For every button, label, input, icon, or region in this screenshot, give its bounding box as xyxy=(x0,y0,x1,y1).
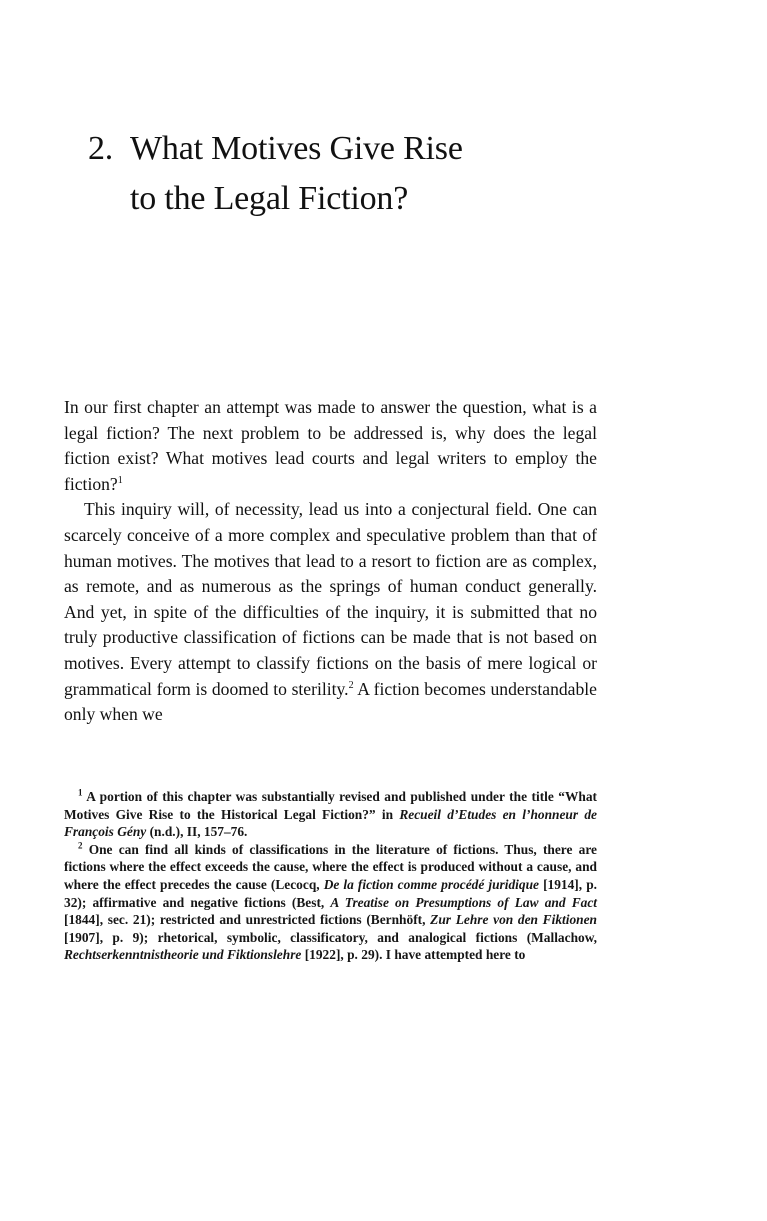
paragraph-2-text-a: This inquiry will, of necessity, lead us into a conjectural field. One can scarcely conceive of a more complex and speculative problem than that of human motives. The motives that lead to a resort to fiction are as complex, as remote, and as numerous as the springs of human conduct generally. And yet, in spite of the difficulties of the inquiry, it is submitted that no truly productive classification of fictions can be made that is not based on motives. Every attempt to classify fictions on the basis of mere logical or grammatical form is doomed to sterility. xyxy=(64,499,597,699)
paragraph-1-text: In our first chapter an attempt was made to answer the question, what is a legal fiction? The next problem to be addressed is, why does the legal fiction exist? What motives lead courts and legal writers to employ the fiction? xyxy=(64,397,597,494)
chapter-title-line2: to the Legal Fiction? xyxy=(130,180,409,217)
footnote-2-text-d: [1907], p. 9); rhetorical, symbolic, classificatory, and analogical fictions (Mallachow, xyxy=(64,929,597,945)
chapter-title xyxy=(88,124,648,224)
footnote-2-text-a: One can find all kinds of classifications in the literature of fictions. Thus, there are fictions where the effect exceeds the cause, where the effect is produced without a cause, and where the effect precedes the cause (Lecocq, xyxy=(64,841,597,892)
footnote-2-title-d: Rechtserkenntnistheorie und Fiktionslehre xyxy=(64,947,302,963)
footnote-2-text-e: [1922], p. 29). I have attempted here to xyxy=(301,947,526,963)
footnote-1-mark: 1 xyxy=(78,787,83,798)
footnote-1 xyxy=(64,788,597,841)
footnote-1-text-b: (n.d.), II, 157–76. xyxy=(146,824,248,840)
paragraph-1 xyxy=(64,395,597,497)
chapter-title-line1: What Motives Give Rise xyxy=(130,130,463,167)
paragraph-2-text-b: A fiction becomes understandable only when we xyxy=(64,678,597,725)
footnote-2-title-c: Zur Lehre von den Fiktionen xyxy=(430,912,597,928)
chapter-number: 2. xyxy=(88,130,114,167)
footnote-2-text-b: [1914], p. 32); affirmative and negative fictions (Best, xyxy=(64,876,597,910)
body-text xyxy=(64,395,597,728)
footnote-ref-1: 1 xyxy=(117,474,123,486)
footnote-1-title: Recueil d’Etudes en l’honneur de François Gény xyxy=(64,806,597,840)
footnote-2-title-b: A Treatise on Presumptions of Law and Fact xyxy=(330,894,597,910)
footnote-2-title-a: De la fiction comme procédé juridique xyxy=(323,876,539,892)
footnote-2 xyxy=(64,841,597,964)
footnotes xyxy=(64,788,597,964)
footnote-ref-2: 2 xyxy=(348,679,354,691)
paragraph-2 xyxy=(64,497,597,727)
footnote-2-text-c: [1844], sec. 21); restricted and unrestricted fictions (Bernhöft, xyxy=(64,912,431,928)
footnote-2-mark: 2 xyxy=(78,840,83,851)
footnote-1-text-a: A portion of this chapter was substantially revised and published under the title “What Motives Give Rise to the Historical Legal Fiction?” in xyxy=(64,789,597,822)
